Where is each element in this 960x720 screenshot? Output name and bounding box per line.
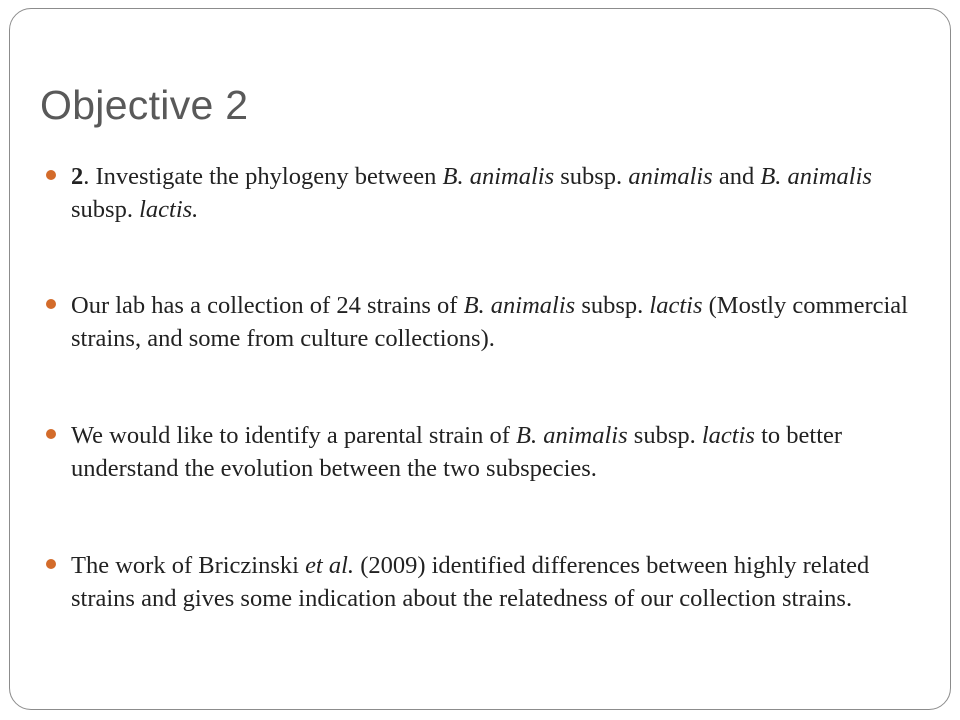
- bullet-text: subsp.: [627, 422, 702, 449]
- slide-title: Objective 2: [40, 82, 249, 128]
- bullet-text: subsp.: [71, 196, 140, 223]
- bullet-item: [44, 549, 914, 615]
- bullet-text: Our lab has a collection of 24 strains of: [71, 292, 464, 319]
- subspecies-name: lactis.: [139, 196, 199, 223]
- bullet-text: The work of Briczinski: [71, 552, 306, 579]
- species-name: B. animalis: [463, 292, 576, 319]
- subspecies-name: lactis: [701, 422, 755, 449]
- citation-et-al: et al.: [305, 552, 355, 579]
- subspecies-name: animalis: [628, 163, 713, 190]
- species-name: B. animalis: [442, 163, 555, 190]
- bullet-dot: [46, 170, 56, 180]
- bullet-item: [44, 160, 914, 226]
- bullet-text: (Mostly commercial strains, and some from culture collections).: [71, 292, 908, 352]
- species-name: B. animalis: [516, 422, 628, 449]
- bullet-item: [44, 419, 914, 485]
- bullet-text: and: [712, 163, 761, 190]
- bullet-text: . Investigate the phylogeny between: [83, 163, 443, 190]
- objective-number: 2: [71, 163, 84, 190]
- subspecies-name: lactis: [649, 292, 703, 319]
- bullet-text: to better understand the evolution between the two subspecies.: [71, 422, 843, 482]
- bullet-text: subsp.: [575, 292, 650, 319]
- bullet-text: We would like to identify a parental strain of: [71, 422, 517, 449]
- bullet-dot: [46, 559, 56, 569]
- bullet-item: [44, 289, 914, 355]
- bullet-dot: [46, 429, 56, 439]
- bullet-text: subsp.: [554, 163, 629, 190]
- bullet-list: [44, 160, 914, 615]
- bullet-dot: [46, 299, 56, 309]
- bullet-text: (2009) identified differences between highly related strains and gives some indication about the relatedness of our collection strains.: [71, 552, 870, 612]
- species-name: B. animalis: [760, 163, 872, 190]
